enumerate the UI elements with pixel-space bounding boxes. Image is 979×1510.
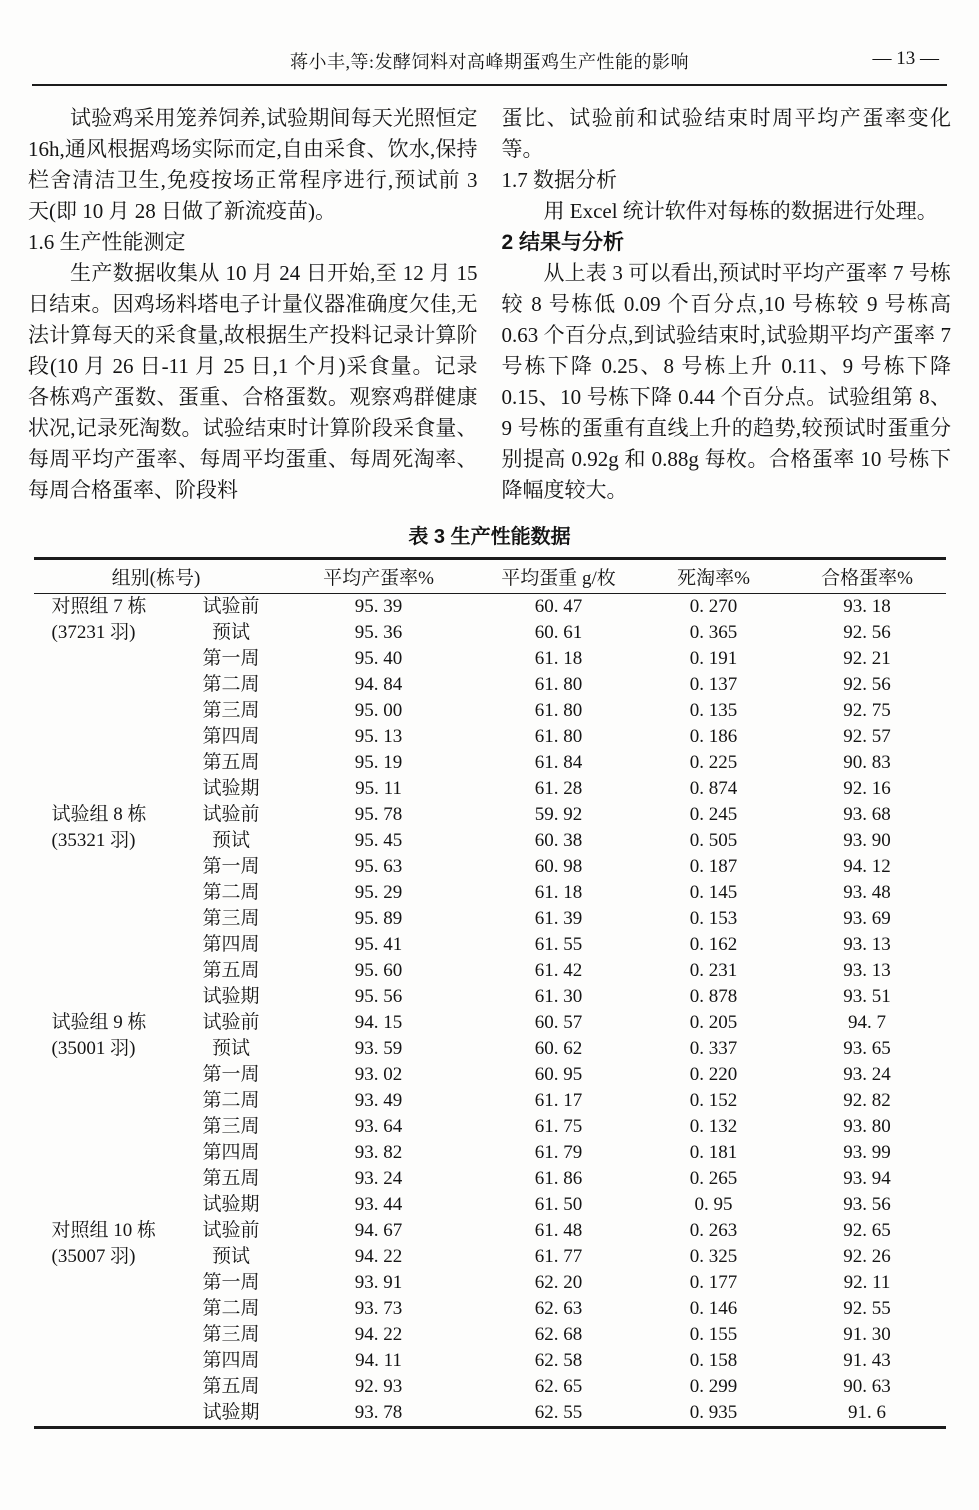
- period-cell: 试验期: [202, 778, 260, 799]
- mortality-cell: 0. 162: [689, 934, 738, 955]
- lay-rate-cell: 95. 45: [354, 830, 403, 851]
- lay-rate-cell: 93. 59: [354, 1038, 403, 1059]
- running-head: [0, 0, 979, 84]
- paragraph-results: 从上表 3 可以看出,预试时平均产蛋率 7 号栋较 8 号栋低 0.09 个百分点,10 号栋较 9 号栋高 0.63 个百分点,到试验结束时,试验期平均产蛋率 7 号栋下降 0.25、8 号栋上升 0.11、9 号栋下降 0.15、10 号栋下降 0.44 个百分点。试验组第 8、9 号栋的蛋重有直线上升的趋势,较预试时蛋重分别提高 0.92g 和 0.88g 每枚。合格蛋率 10 号栋下降幅度较大。: [501, 261, 951, 502]
- col-header-group: 组别(栋号): [111, 568, 201, 589]
- group-label-cell: [34, 698, 184, 724]
- qualified-cell: 92. 11: [843, 1272, 891, 1293]
- qualified-cell: 93. 18: [843, 596, 891, 617]
- mortality-cell: 0. 263: [689, 1220, 738, 1241]
- lay-rate-cell: 93. 24: [354, 1168, 403, 1189]
- performance-table: [34, 557, 946, 1429]
- mortality-cell: 0. 145: [689, 882, 738, 903]
- egg-weight-cell: 60. 57: [534, 1012, 583, 1033]
- period-cell: 第二周: [202, 674, 260, 695]
- col-header-qualified: 合格蛋率%: [821, 568, 913, 589]
- lay-rate-cell: 95. 40: [354, 648, 403, 669]
- qualified-cell: 92. 55: [843, 1298, 891, 1319]
- egg-weight-cell: 61. 18: [534, 882, 583, 903]
- paragraph-continuation: 蛋比、试验前和试验结束时周平均产蛋率变化等。: [501, 106, 951, 161]
- table-row: [34, 1400, 946, 1428]
- group-label-cell: [34, 958, 184, 984]
- table-row: [34, 802, 946, 828]
- lay-rate-cell: 95. 00: [354, 700, 403, 721]
- mortality-cell: 0. 231: [689, 960, 738, 981]
- period-cell: 第二周: [202, 1090, 260, 1111]
- mortality-cell: 0. 153: [689, 908, 738, 929]
- group-label-cell: [34, 724, 184, 750]
- qualified-cell: 92. 75: [843, 700, 891, 721]
- period-cell: 第四周: [202, 726, 260, 747]
- mortality-cell: 0. 187: [689, 856, 738, 877]
- left-column: [28, 103, 478, 506]
- lay-rate-cell: 95. 78: [354, 804, 403, 825]
- mortality-cell: 0. 205: [689, 1012, 738, 1033]
- egg-weight-cell: 61. 75: [534, 1116, 583, 1137]
- table-row: [34, 906, 946, 932]
- lay-rate-cell: 95. 29: [354, 882, 403, 903]
- period-cell: 第五周: [202, 960, 260, 981]
- group-label-cell: [34, 1374, 184, 1400]
- egg-weight-cell: 61. 79: [534, 1142, 583, 1163]
- egg-weight-cell: 62. 55: [534, 1402, 583, 1423]
- table-row: [34, 828, 946, 854]
- group-label-cell: (35001 羽): [51, 1038, 136, 1059]
- egg-weight-cell: 61. 55: [534, 934, 583, 955]
- mortality-cell: 0. 337: [689, 1038, 738, 1059]
- heading-2-results: 2 结果与分析: [501, 231, 625, 254]
- qualified-cell: 92. 56: [843, 622, 891, 643]
- running-title: 蒋小丰,等:发酵饲料对高峰期蛋鸡生产性能的影响: [290, 52, 689, 72]
- table-row: [34, 1088, 946, 1114]
- heading-1-7: 1.7 数据分析: [501, 168, 617, 192]
- group-label-cell: [34, 1322, 184, 1348]
- table-row: [34, 932, 946, 958]
- table-row: [34, 1244, 946, 1270]
- period-cell: 第四周: [202, 1142, 260, 1163]
- period-cell: 试验期: [202, 1194, 260, 1215]
- period-cell: 第四周: [202, 934, 260, 955]
- lay-rate-cell: 93. 49: [354, 1090, 403, 1111]
- table-row: [34, 1296, 946, 1322]
- egg-weight-cell: 61. 42: [534, 960, 583, 981]
- period-cell: 试验期: [202, 986, 260, 1007]
- qualified-cell: 93. 99: [843, 1142, 891, 1163]
- qualified-cell: 93. 13: [843, 960, 891, 981]
- group-label-cell: [34, 750, 184, 776]
- qualified-cell: 93. 80: [843, 1116, 891, 1137]
- group-label-cell: [34, 1192, 184, 1218]
- qualified-cell: 90. 83: [843, 752, 891, 773]
- mortality-cell: 0. 878: [689, 986, 738, 1007]
- lay-rate-cell: 95. 19: [354, 752, 403, 773]
- period-cell: 第三周: [202, 1116, 260, 1137]
- period-cell: 试验前: [202, 1012, 260, 1033]
- period-cell: 预试: [211, 1246, 250, 1267]
- table-row: [34, 1322, 946, 1348]
- qualified-cell: 94. 7: [848, 1012, 886, 1033]
- mortality-cell: 0. 186: [689, 726, 738, 747]
- lay-rate-cell: 95. 39: [354, 596, 403, 617]
- table-row: [34, 1166, 946, 1192]
- period-cell: 第五周: [202, 1168, 260, 1189]
- lay-rate-cell: 94. 22: [354, 1324, 403, 1345]
- egg-weight-cell: 60. 47: [534, 596, 583, 617]
- lay-rate-cell: 92. 93: [354, 1376, 403, 1397]
- group-label-cell: [34, 932, 184, 958]
- qualified-cell: 92. 65: [843, 1220, 891, 1241]
- egg-weight-cell: 61. 50: [534, 1194, 583, 1215]
- qualified-cell: 92. 16: [843, 778, 891, 799]
- qualified-cell: 92. 26: [843, 1246, 891, 1267]
- page-number: — 13 —: [872, 48, 939, 69]
- qualified-cell: 92. 56: [843, 674, 891, 695]
- qualified-cell: 91. 6: [848, 1402, 886, 1423]
- mortality-cell: 0. 191: [689, 648, 738, 669]
- mortality-cell: 0. 325: [689, 1246, 738, 1267]
- qualified-cell: 93. 65: [843, 1038, 891, 1059]
- table-row: [34, 594, 946, 621]
- egg-weight-cell: 61. 17: [534, 1090, 583, 1111]
- group-label-cell: [34, 984, 184, 1010]
- lay-rate-cell: 95. 56: [354, 986, 403, 1007]
- egg-weight-cell: 61. 80: [534, 674, 583, 695]
- lay-rate-cell: 95. 36: [354, 622, 403, 643]
- table-row: [34, 1192, 946, 1218]
- group-label-cell: [34, 1062, 184, 1088]
- table-body: [34, 594, 946, 1428]
- mortality-cell: 0. 135: [689, 700, 738, 721]
- lay-rate-cell: 95. 89: [354, 908, 403, 929]
- qualified-cell: 90. 63: [843, 1376, 891, 1397]
- period-cell: 第一周: [202, 856, 260, 877]
- group-label-cell: [34, 1400, 184, 1428]
- qualified-cell: 93. 51: [843, 986, 891, 1007]
- table-row: [34, 646, 946, 672]
- mortality-cell: 0. 220: [689, 1064, 738, 1085]
- qualified-cell: 92. 82: [843, 1090, 891, 1111]
- mortality-cell: 0. 935: [689, 1402, 738, 1423]
- table-row: [34, 1062, 946, 1088]
- egg-weight-cell: 61. 86: [534, 1168, 583, 1189]
- egg-weight-cell: 60. 61: [534, 622, 583, 643]
- mortality-cell: 0. 874: [689, 778, 738, 799]
- mortality-cell: 0. 152: [689, 1090, 738, 1111]
- mortality-cell: 0. 95: [694, 1194, 733, 1215]
- table-row: [34, 1348, 946, 1374]
- egg-weight-cell: 62. 68: [534, 1324, 583, 1345]
- period-cell: 第一周: [202, 648, 260, 669]
- table-row: [34, 1140, 946, 1166]
- table-row: [34, 672, 946, 698]
- period-cell: 第二周: [202, 1298, 260, 1319]
- table-row: [34, 854, 946, 880]
- period-cell: 第三周: [202, 1324, 260, 1345]
- group-label-cell: [34, 906, 184, 932]
- group-label-cell: [34, 854, 184, 880]
- egg-weight-cell: 60. 62: [534, 1038, 583, 1059]
- table-row: [34, 1218, 946, 1244]
- group-label-cell: 对照组 10 栋: [51, 1220, 157, 1241]
- lay-rate-cell: 93. 44: [354, 1194, 403, 1215]
- table-row: [34, 750, 946, 776]
- lay-rate-cell: 95. 11: [355, 778, 402, 799]
- lay-rate-cell: 94. 11: [355, 1350, 402, 1371]
- table-row: [34, 620, 946, 646]
- table-row: [34, 1010, 946, 1036]
- qualified-cell: 93. 13: [843, 934, 891, 955]
- table-row: [34, 1036, 946, 1062]
- group-label-cell: (35321 羽): [51, 830, 136, 851]
- egg-weight-cell: 61. 48: [534, 1220, 583, 1241]
- qualified-cell: 91. 30: [843, 1324, 891, 1345]
- group-label-cell: (37231 羽): [51, 622, 136, 643]
- col-header-lay-rate: 平均产蛋率%: [323, 568, 434, 589]
- table-row: [34, 958, 946, 984]
- egg-weight-cell: 61. 80: [534, 726, 583, 747]
- group-label-cell: 试验组 9 栋: [51, 1012, 147, 1033]
- lay-rate-cell: 93. 73: [354, 1298, 403, 1319]
- mortality-cell: 0. 155: [689, 1324, 738, 1345]
- mortality-cell: 0. 245: [689, 804, 738, 825]
- group-label-cell: [34, 776, 184, 802]
- egg-weight-cell: 62. 65: [534, 1376, 583, 1397]
- period-cell: 第二周: [202, 882, 260, 903]
- period-cell: 预试: [211, 1038, 250, 1059]
- group-label-cell: [34, 1114, 184, 1140]
- lay-rate-cell: 95. 60: [354, 960, 403, 981]
- egg-weight-cell: 59. 92: [534, 804, 583, 825]
- qualified-cell: 93. 69: [843, 908, 891, 929]
- qualified-cell: 93. 48: [843, 882, 891, 903]
- lay-rate-cell: 94. 22: [354, 1246, 403, 1267]
- mortality-cell: 0. 299: [689, 1376, 738, 1397]
- lay-rate-cell: 93. 64: [354, 1116, 403, 1137]
- table-header: [34, 559, 946, 594]
- col-header-mortality: 死淘率%: [677, 568, 750, 589]
- lay-rate-cell: 94. 84: [354, 674, 403, 695]
- lay-rate-cell: 94. 67: [354, 1220, 403, 1241]
- paragraph-husbandry: 试验鸡采用笼养饲养,试验期间每天光照恒定 16h,通风根据鸡场实际而定,自由采食、饮水,保持栏舍清洁卫生,免疫按场正常程序进行,预试前 3 天(即 10 月 28 日做了新流疫苗)。: [28, 106, 478, 223]
- mortality-cell: 0. 265: [689, 1168, 738, 1189]
- lay-rate-cell: 93. 02: [354, 1064, 403, 1085]
- lay-rate-cell: 95. 41: [354, 934, 403, 955]
- group-label-cell: [34, 1270, 184, 1296]
- group-label-cell: [34, 1348, 184, 1374]
- qualified-cell: 92. 57: [843, 726, 891, 747]
- egg-weight-cell: 61. 30: [534, 986, 583, 1007]
- period-cell: 第四周: [202, 1350, 260, 1371]
- heading-1-6: 1.6 生产性能测定: [28, 230, 186, 254]
- period-cell: 预试: [211, 830, 250, 851]
- group-label-cell: [34, 672, 184, 698]
- egg-weight-cell: 60. 98: [534, 856, 583, 877]
- period-cell: 预试: [211, 622, 250, 643]
- egg-weight-cell: 60. 38: [534, 830, 583, 851]
- period-cell: 第一周: [202, 1064, 260, 1085]
- table-caption: 表 3 生产性能数据: [408, 526, 571, 548]
- qualified-cell: 93. 68: [843, 804, 891, 825]
- egg-weight-cell: 60. 95: [534, 1064, 583, 1085]
- period-cell: 第一周: [202, 1272, 260, 1293]
- table-row: [34, 880, 946, 906]
- lay-rate-cell: 93. 82: [354, 1142, 403, 1163]
- mortality-cell: 0. 177: [689, 1272, 738, 1293]
- table-row: [34, 1374, 946, 1400]
- body-columns: [0, 86, 979, 506]
- qualified-cell: 92. 21: [843, 648, 891, 669]
- qualified-cell: 93. 90: [843, 830, 891, 851]
- mortality-cell: 0. 365: [689, 622, 738, 643]
- table-row: [34, 776, 946, 802]
- period-cell: 第三周: [202, 700, 260, 721]
- group-label-cell: 试验组 8 栋: [51, 804, 147, 825]
- group-label-cell: [34, 1296, 184, 1322]
- egg-weight-cell: 61. 39: [534, 908, 583, 929]
- group-label-cell: [34, 1140, 184, 1166]
- lay-rate-cell: 95. 13: [354, 726, 403, 747]
- table-row: [34, 724, 946, 750]
- group-label-cell: [34, 1088, 184, 1114]
- table-row: [34, 984, 946, 1010]
- lay-rate-cell: 94. 15: [354, 1012, 403, 1033]
- lay-rate-cell: 95. 63: [354, 856, 403, 877]
- lay-rate-cell: 93. 91: [354, 1272, 403, 1293]
- period-cell: 试验前: [202, 1220, 260, 1241]
- right-column: [502, 103, 952, 506]
- col-header-egg-weight: 平均蛋重 g/枚: [501, 568, 616, 589]
- mortality-cell: 0. 181: [689, 1142, 738, 1163]
- period-cell: 第五周: [202, 752, 260, 773]
- group-label-cell: [34, 646, 184, 672]
- period-cell: 试验前: [202, 804, 260, 825]
- mortality-cell: 0. 137: [689, 674, 738, 695]
- period-cell: 试验期: [202, 1402, 260, 1423]
- period-cell: 第三周: [202, 908, 260, 929]
- egg-weight-cell: 61. 18: [534, 648, 583, 669]
- table-row: [34, 698, 946, 724]
- group-label-cell: [34, 1166, 184, 1192]
- mortality-cell: 0. 270: [689, 596, 738, 617]
- mortality-cell: 0. 158: [689, 1350, 738, 1371]
- mortality-cell: 0. 505: [689, 830, 738, 851]
- egg-weight-cell: 61. 84: [534, 752, 583, 773]
- egg-weight-cell: 61. 77: [534, 1246, 583, 1267]
- qualified-cell: 91. 43: [843, 1350, 891, 1371]
- egg-weight-cell: 62. 20: [534, 1272, 583, 1293]
- group-label-cell: 对照组 7 栋: [51, 596, 147, 617]
- qualified-cell: 93. 24: [843, 1064, 891, 1085]
- paragraph-data-collection: 生产数据收集从 10 月 24 日开始,至 12 月 15 日结束。因鸡场料塔电子计量仪器准确度欠佳,无法计算每天的采食量,故根据生产投料记录计算阶段(10 月 26 日-11 月 25 日,1 个月)采食量。记录各栋鸡产蛋数、蛋重、合格蛋数。观察鸡群健康状况,记录死淘数。试验结束时计算阶段采食量、每周平均产蛋率、每周平均蛋重、每周死淘率、每周合格蛋率、阶段料: [28, 261, 478, 502]
- paragraph-excel: 用 Excel 统计软件对每栋的数据进行处理。: [543, 199, 938, 223]
- group-label-cell: [34, 880, 184, 906]
- qualified-cell: 93. 94: [843, 1168, 891, 1189]
- period-cell: 试验前: [202, 596, 260, 617]
- lay-rate-cell: 93. 78: [354, 1402, 403, 1423]
- table-header-row: [34, 559, 946, 594]
- table-row: [34, 1270, 946, 1296]
- egg-weight-cell: 62. 58: [534, 1350, 583, 1371]
- egg-weight-cell: 61. 28: [534, 778, 583, 799]
- mortality-cell: 0. 146: [689, 1298, 738, 1319]
- qualified-cell: 94. 12: [843, 856, 891, 877]
- qualified-cell: 93. 56: [843, 1194, 891, 1215]
- period-cell: 第五周: [202, 1376, 260, 1397]
- egg-weight-cell: 62. 63: [534, 1298, 583, 1319]
- mortality-cell: 0. 225: [689, 752, 738, 773]
- mortality-cell: 0. 132: [689, 1116, 738, 1137]
- egg-weight-cell: 61. 80: [534, 700, 583, 721]
- group-label-cell: (35007 羽): [51, 1246, 136, 1267]
- table-row: [34, 1114, 946, 1140]
